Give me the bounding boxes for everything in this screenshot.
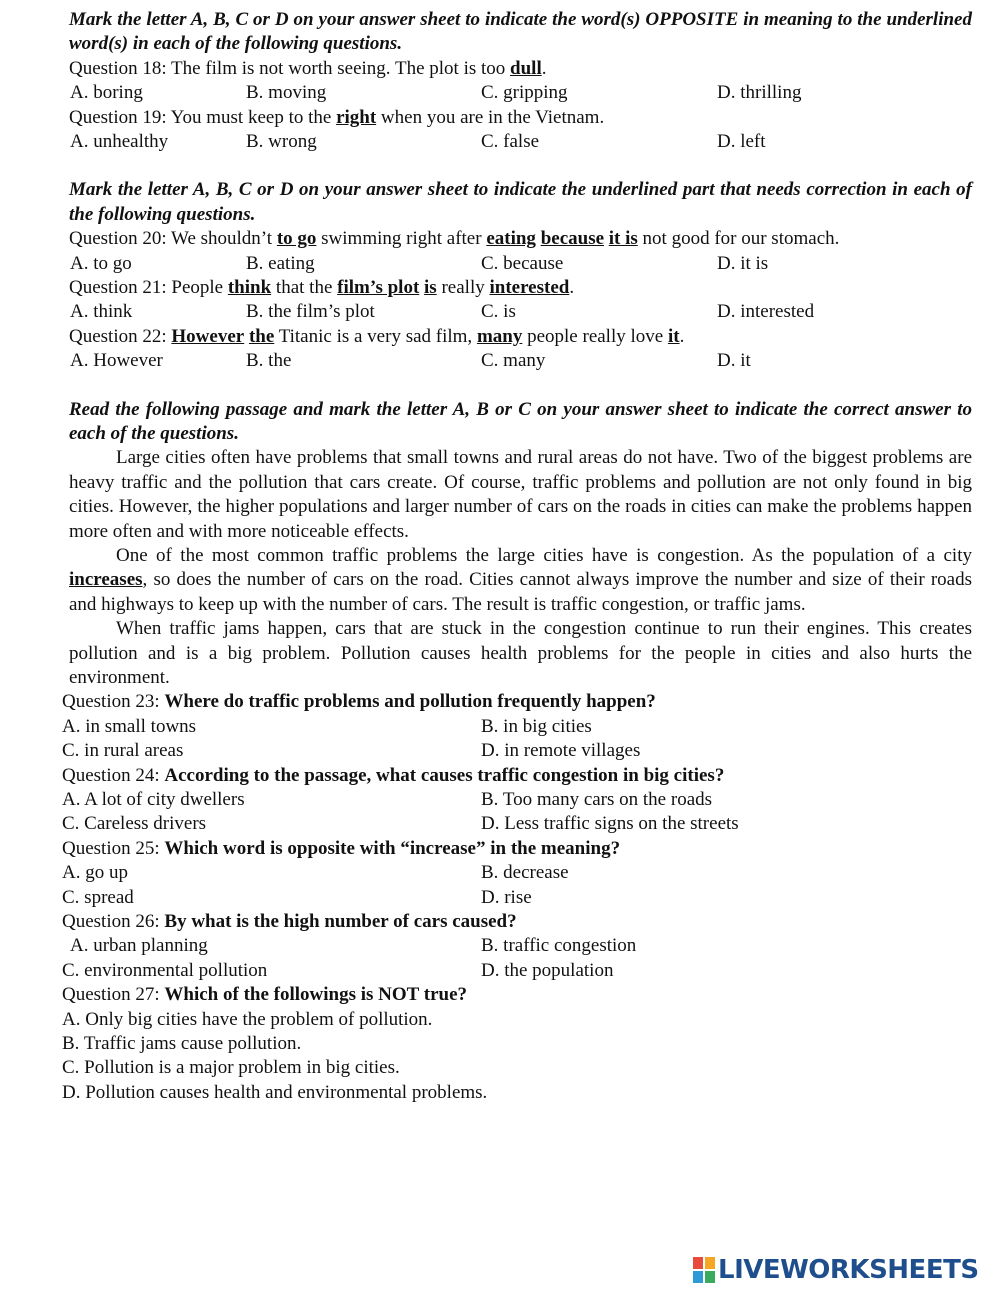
q21-option-b[interactable]: B. the film’s plot bbox=[246, 301, 375, 323]
q19-option-a[interactable]: A. unhealthy bbox=[70, 131, 169, 153]
q21-underlined-a: think bbox=[227, 277, 272, 299]
q24-option-c[interactable]: C. Careless drivers bbox=[62, 813, 207, 835]
passage-underlined-word: increases bbox=[69, 569, 143, 591]
logo-square-green bbox=[705, 1271, 715, 1283]
q25-options-row1 bbox=[0, 861, 1000, 885]
q26-option-b[interactable]: B. traffic congestion bbox=[481, 935, 637, 957]
q25-option-c[interactable]: C. spread bbox=[62, 886, 134, 908]
q21-option-a[interactable]: A. think bbox=[70, 301, 133, 323]
q23-option-b[interactable]: B. in big cities bbox=[481, 715, 592, 737]
q19-option-d[interactable]: D. left bbox=[717, 131, 766, 153]
q25-option-a[interactable]: A. go up bbox=[62, 862, 128, 884]
section3-instruction: Read the following passage and mark the letter A, B or C on your answer sheet to indicate the correct answer to each of the questions. bbox=[69, 398, 972, 445]
q21-underlined-b: film’s plot bbox=[337, 277, 420, 299]
q22-stem: Question 22: However the Titanic is a very sad film, many people really love it. bbox=[69, 325, 685, 347]
q20-underlined-c: because bbox=[540, 228, 605, 250]
q24-options-row1 bbox=[0, 788, 1000, 812]
q26-stem: Question 26: By what is the high number of cars caused? bbox=[62, 911, 517, 933]
q18-option-c[interactable]: C. gripping bbox=[481, 82, 568, 104]
q19-stem: Question 19: You must keep to the right when you are in the Vietnam. bbox=[69, 106, 605, 128]
q19-options bbox=[0, 130, 1000, 154]
q23-options-row2 bbox=[0, 739, 1000, 763]
q23-option-c[interactable]: C. in rural areas bbox=[62, 740, 184, 762]
q26-options-row2 bbox=[0, 959, 1000, 983]
q23-option-a[interactable]: A. in small towns bbox=[62, 715, 197, 737]
q25-option-d[interactable]: D. rise bbox=[481, 886, 532, 908]
q21-underlined-c: is bbox=[424, 277, 437, 299]
q24-stem: Question 24: According to the passage, what causes traffic congestion in big cities? bbox=[62, 764, 725, 786]
q24-options-row2 bbox=[0, 812, 1000, 836]
q24-option-d[interactable]: D. Less traffic signs on the streets bbox=[481, 813, 739, 835]
liveworksheets-logo bbox=[693, 1255, 979, 1285]
spacer bbox=[0, 374, 1000, 398]
q27-option-d[interactable]: D. Pollution causes health and environmental problems. bbox=[62, 1081, 488, 1103]
q18-option-d[interactable]: D. thrilling bbox=[717, 82, 802, 104]
q22-underlined-b: the bbox=[248, 325, 275, 347]
q22-option-c[interactable]: C. many bbox=[481, 350, 546, 372]
q21-options bbox=[0, 300, 1000, 324]
q20-underlined-a: to go bbox=[276, 228, 317, 250]
q20-option-c[interactable]: C. because bbox=[481, 252, 564, 274]
logo-text: LIVEWORKSHEETS bbox=[718, 1254, 979, 1285]
q26-option-d[interactable]: D. the population bbox=[481, 959, 614, 981]
q19-option-c[interactable]: C. false bbox=[481, 131, 540, 153]
worksheet-page bbox=[0, 8, 1000, 1105]
q23-options-row1 bbox=[0, 715, 1000, 739]
q22-underlined-c: many bbox=[476, 325, 523, 347]
passage-paragraph-1: Large cities often have problems that small towns and rural areas do not have. Two of the biggest problems are heavy traffic and the pollution that cars create. Of course, traffic problems and pollution are not only found in big cities. However, the higher populations and larger number of cars on the roads in cities can make the problems happen more often and with more noticeable effects. bbox=[69, 447, 972, 542]
section2-instruction: Mark the letter A, B, C or D on your answer sheet to indicate the underlined part that needs correction in each of the following questions. bbox=[69, 179, 972, 225]
q22-options bbox=[0, 349, 1000, 373]
spacer bbox=[0, 154, 1000, 178]
q20-option-d[interactable]: D. it is bbox=[717, 252, 769, 274]
q22-option-b[interactable]: B. the bbox=[246, 350, 292, 372]
q27-stem: Question 27: Which of the followings is NOT true? bbox=[62, 984, 467, 1006]
q25-stem: Question 25: Which word is opposite with “increase” in the meaning? bbox=[62, 837, 621, 859]
q26-options-row1 bbox=[0, 934, 1000, 958]
passage-paragraph-3: When traffic jams happen, cars that are stuck in the congestion continue to run their engines. This creates pollution and is a big problem. Pollution causes health problems for the people in cities and also hurts the environment. bbox=[69, 618, 972, 689]
q27-option-b[interactable]: B. Traffic jams cause pollution. bbox=[62, 1033, 302, 1055]
q18-option-b[interactable]: B. moving bbox=[246, 82, 327, 104]
q23-option-d[interactable]: D. in remote villages bbox=[481, 740, 641, 762]
logo-square-red bbox=[693, 1257, 703, 1269]
q20-underlined-b: eating bbox=[486, 228, 536, 250]
q22-underlined-a: However bbox=[171, 325, 245, 347]
q20-option-b[interactable]: B. eating bbox=[246, 252, 315, 274]
q24-option-b[interactable]: B. Too many cars on the roads bbox=[481, 789, 713, 811]
q22-option-a[interactable]: A. However bbox=[70, 350, 163, 372]
q27-option-a[interactable]: A. Only big cities have the problem of pollution. bbox=[62, 1008, 433, 1030]
q22-option-d[interactable]: D. it bbox=[717, 350, 751, 372]
q21-option-c[interactable]: C. is bbox=[481, 301, 516, 323]
q23-stem: Question 23: Where do traffic problems and pollution frequently happen? bbox=[62, 691, 656, 713]
q18-option-a[interactable]: A. boring bbox=[70, 82, 143, 104]
logo-square-blue bbox=[693, 1271, 703, 1283]
q22-underlined-d: it bbox=[667, 325, 680, 347]
q24-option-a[interactable]: A. A lot of city dwellers bbox=[62, 789, 245, 811]
q21-option-d[interactable]: D. interested bbox=[717, 301, 815, 323]
q19-option-b[interactable]: B. wrong bbox=[246, 131, 317, 153]
section1-instruction: Mark the letter A, B, C or D on your answer sheet to indicate the word(s) OPPOSITE in meaning to the underlined word(s) in each of the following questions. bbox=[69, 9, 972, 55]
q25-options-row2 bbox=[0, 886, 1000, 910]
q25-option-b[interactable]: B. decrease bbox=[481, 862, 569, 884]
q20-options bbox=[0, 252, 1000, 276]
q18-underlined: dull bbox=[510, 57, 542, 79]
logo-mark-icon bbox=[693, 1257, 715, 1283]
q19-underlined: right bbox=[336, 106, 377, 128]
q26-option-c[interactable]: C. environmental pollution bbox=[62, 959, 268, 981]
q18-options bbox=[0, 81, 1000, 105]
q20-underlined-d: it is bbox=[608, 228, 638, 250]
passage-paragraph-2: One of the most common traffic problems the large cities have is congestion. As the population of a city increases, so does the number of cars on the road. Cities cannot always improve the number and size of their roads and highways to keep up with the number of cars. The result is traffic congestion, or traffic jams. bbox=[69, 545, 972, 615]
q18-stem: Question 18: The film is not worth seeing. The plot is too dull. bbox=[69, 57, 547, 79]
q21-stem: Question 21: People think that the film’s plot is really interested. bbox=[69, 277, 575, 299]
q21-underlined-d: interested bbox=[489, 277, 570, 299]
q26-option-a[interactable]: A. urban planning bbox=[70, 935, 208, 957]
q20-option-a[interactable]: A. to go bbox=[70, 252, 132, 274]
logo-square-orange bbox=[705, 1257, 715, 1269]
q27-option-c[interactable]: C. Pollution is a major problem in big cities. bbox=[62, 1057, 400, 1079]
q20-stem: Question 20: We shouldn’t to go swimming right after eating because it is not good for our stomach. bbox=[69, 228, 840, 250]
